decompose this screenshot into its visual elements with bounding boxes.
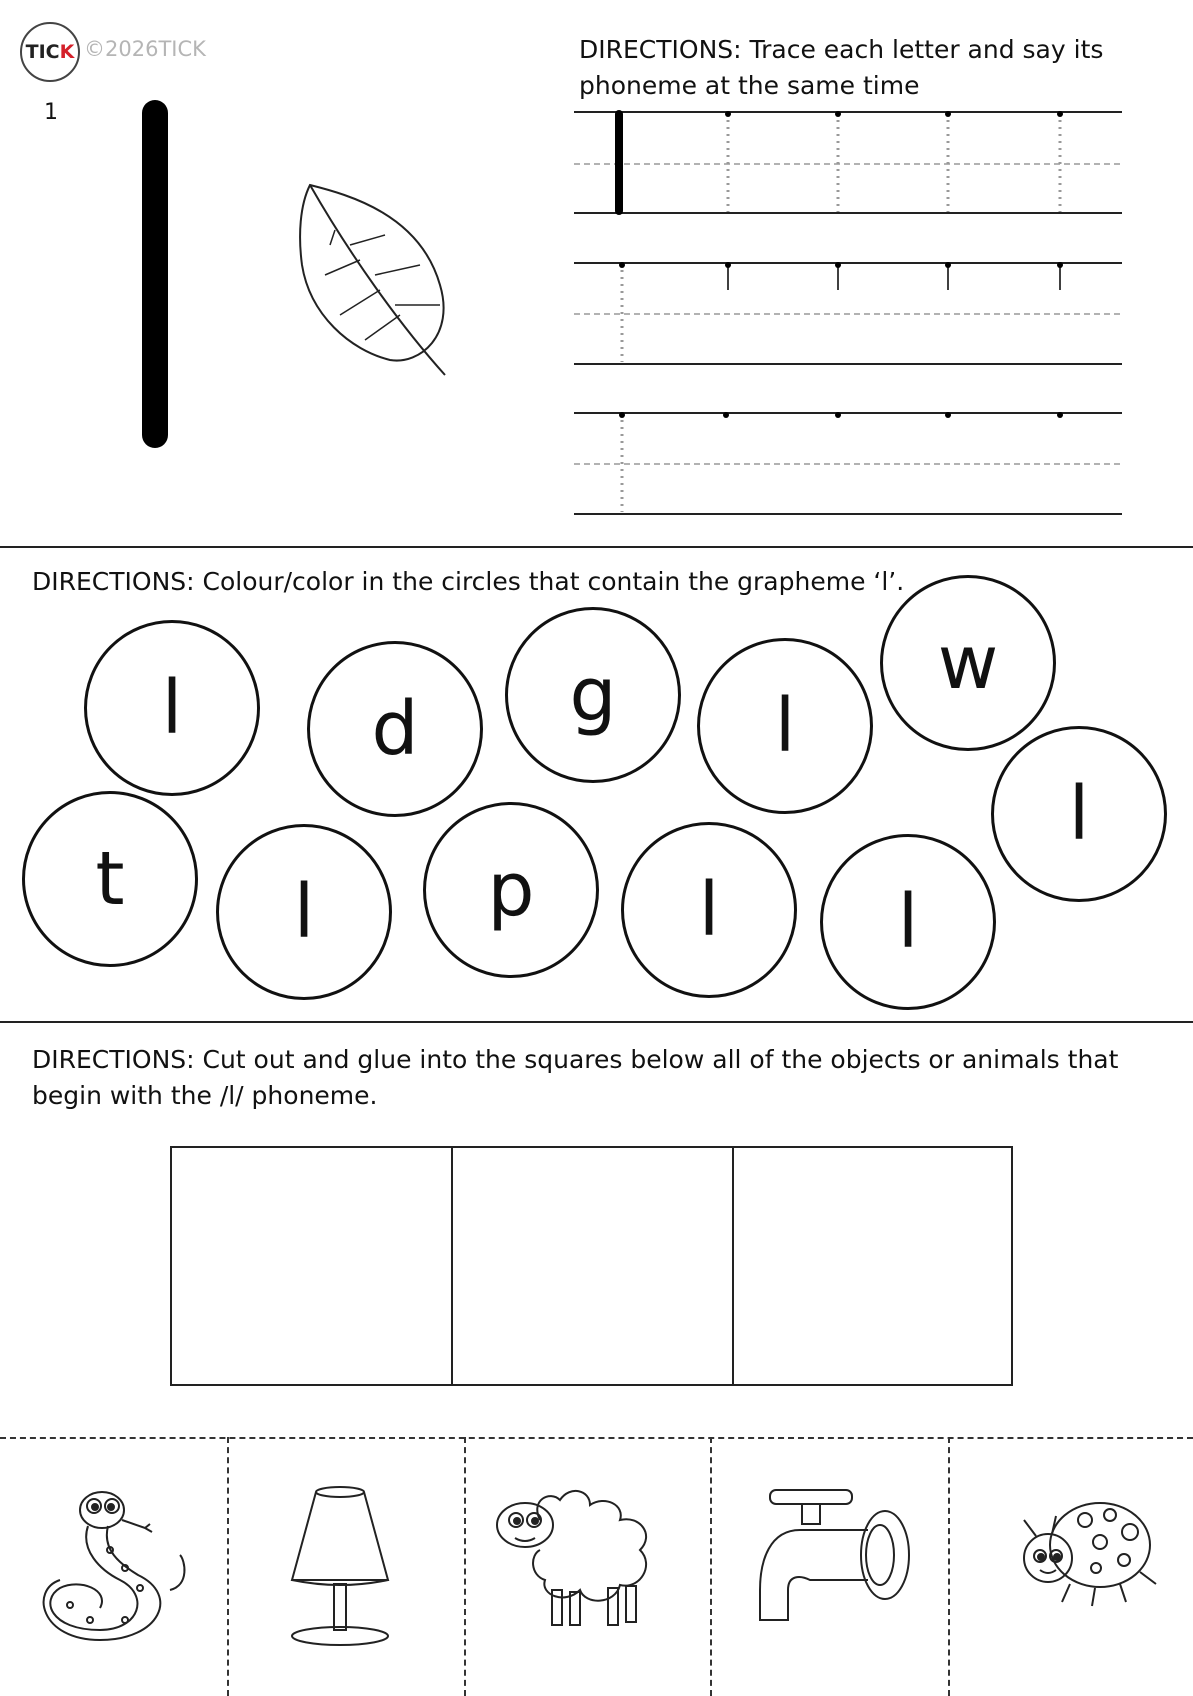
letter-circle-8[interactable]: l xyxy=(216,824,392,1000)
letter-circle-9[interactable]: p xyxy=(423,802,599,978)
tap-icon[interactable] xyxy=(740,1480,920,1650)
copyright-text: ©2026TICK xyxy=(84,37,206,61)
colour-directions: DIRECTIONS: Colour/color in the circles that contain the grapheme ‘l’. xyxy=(32,567,905,596)
letter-circle-6[interactable]: l xyxy=(991,726,1167,902)
glue-box-1[interactable] xyxy=(170,1146,453,1386)
letter-circle-1[interactable]: l xyxy=(84,620,260,796)
cut-glue-directions: DIRECTIONS: Cut out and glue into the squares below all of the objects or animals that begin with the /l/ phoneme. xyxy=(32,1045,1119,1110)
logo-accent: K xyxy=(59,41,75,63)
cut-line-1 xyxy=(227,1437,229,1696)
letter-circle-11[interactable]: l xyxy=(820,834,996,1010)
logo-text: TIC xyxy=(25,41,60,63)
leaf-icon xyxy=(290,175,470,385)
cut-line-4 xyxy=(948,1437,950,1696)
section-divider-2 xyxy=(0,1021,1193,1023)
lamb-icon[interactable] xyxy=(490,1480,670,1650)
section-divider-1 xyxy=(0,546,1193,548)
cut-line-horizontal xyxy=(0,1437,1193,1439)
big-letter-l xyxy=(142,100,168,448)
page-number: 1 xyxy=(44,100,58,125)
tracing-lines[interactable] xyxy=(574,100,1122,520)
tick-logo xyxy=(20,22,80,82)
cut-line-3 xyxy=(710,1437,712,1696)
trace-directions: DIRECTIONS: Trace each letter and say its phoneme at the same time xyxy=(579,35,1104,100)
snake-icon[interactable] xyxy=(30,1480,210,1650)
cut-line-2 xyxy=(464,1437,466,1696)
lamp-icon[interactable] xyxy=(250,1480,430,1650)
letter-circle-3[interactable]: g xyxy=(505,607,681,783)
letter-circle-10[interactable]: l xyxy=(621,822,797,998)
letter-circle-4[interactable]: l xyxy=(697,638,873,814)
letter-circle-7[interactable]: t xyxy=(22,791,198,967)
glue-box-3[interactable] xyxy=(732,1146,1013,1386)
glue-box-2[interactable] xyxy=(451,1146,734,1386)
letter-circle-5[interactable]: w xyxy=(880,575,1056,751)
ladybug-icon[interactable] xyxy=(1000,1480,1180,1650)
letter-circle-2[interactable]: d xyxy=(307,641,483,817)
